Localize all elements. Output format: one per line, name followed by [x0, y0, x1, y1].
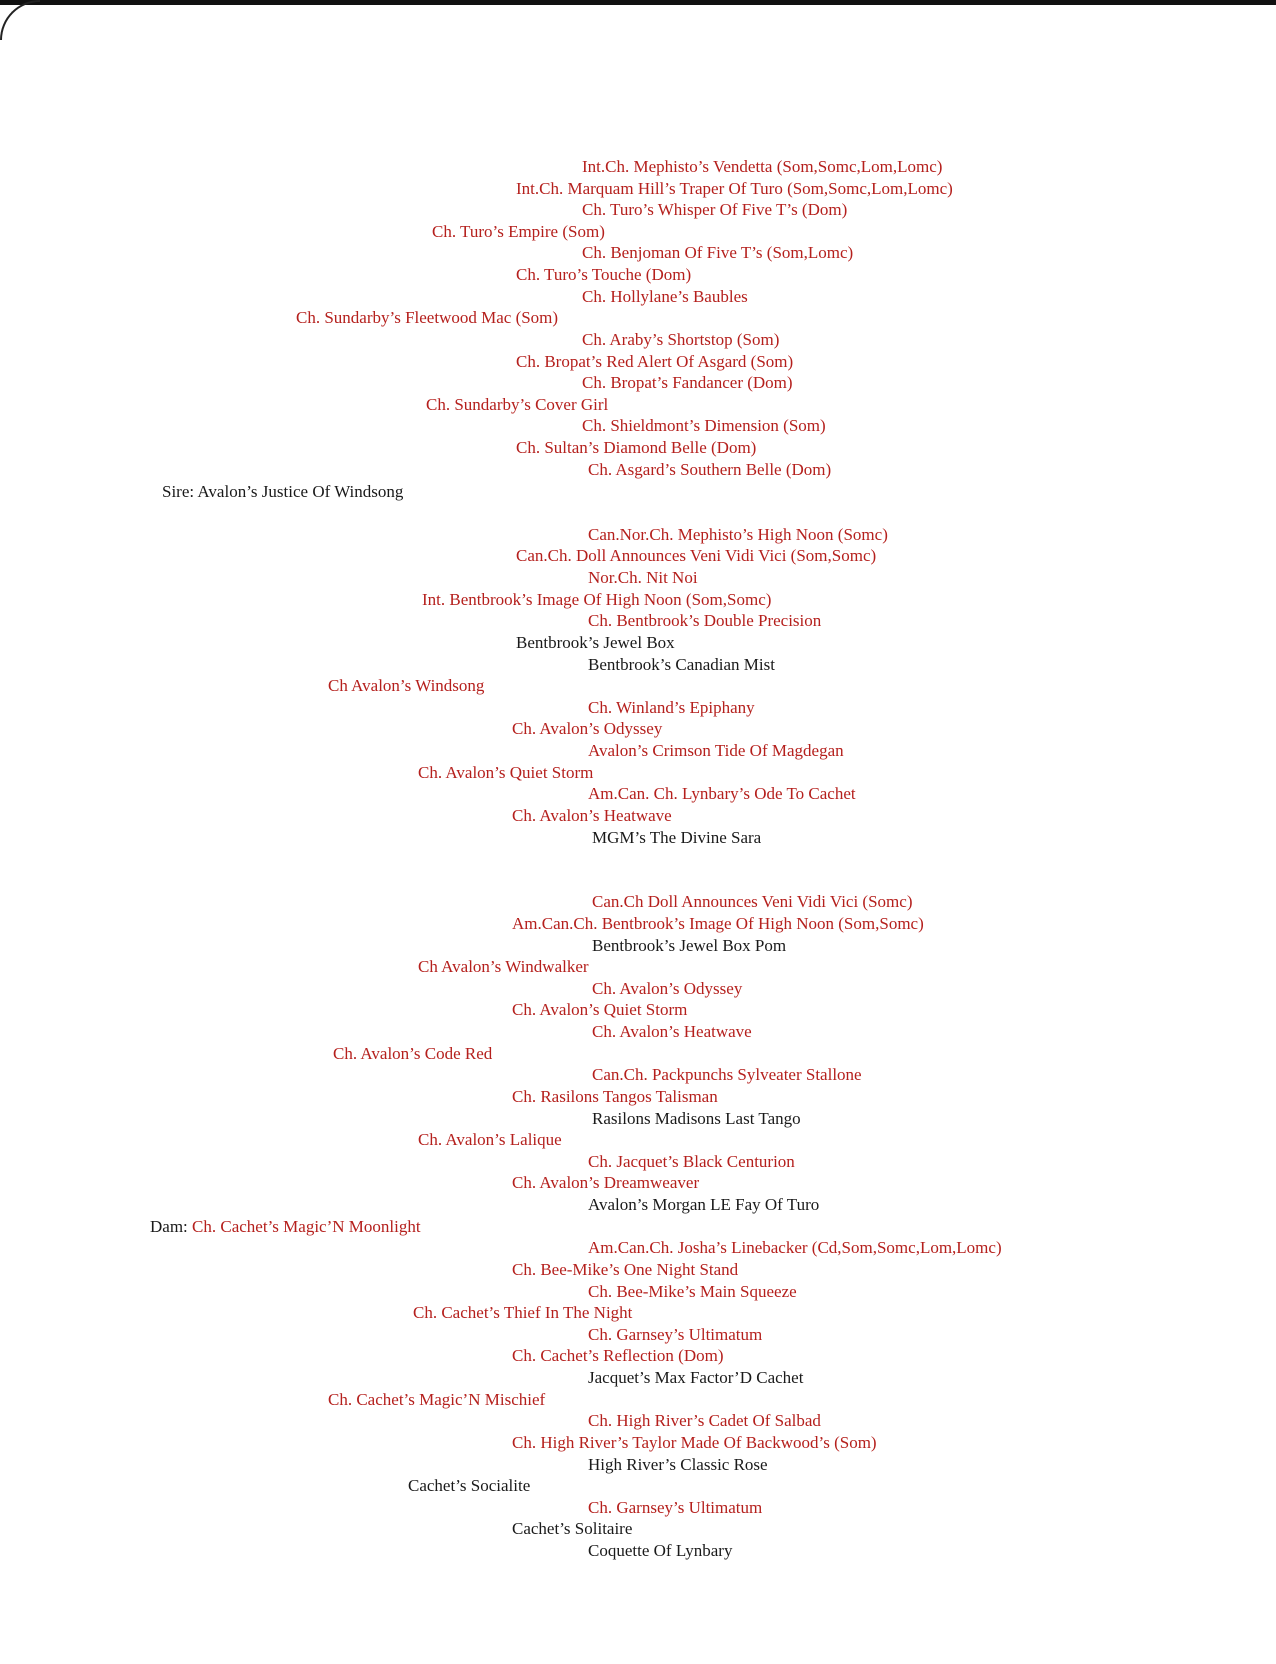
pedigree-entry: Ch. Jacquet’s Black Centurion [588, 1152, 795, 1171]
pedigree-entry: Am.Can.Ch. Josha’s Linebacker (Cd,Som,Somc,Lom,Lomc) [588, 1238, 1002, 1257]
pedigree-entry: Am.Can.Ch. Bentbrook’s Image Of High Noon (Som,Somc) [512, 914, 924, 933]
pedigree-entry: Can.Ch Doll Announces Veni Vidi Vici (Somc) [592, 892, 913, 911]
dam-label: Dam: [150, 1217, 188, 1236]
pedigree-entry: Avalon’s Morgan LE Fay Of Turo [588, 1195, 820, 1214]
pedigree-entry: Ch. Cachet’s Thief In The Night [413, 1303, 633, 1322]
pedigree-entry: Ch. Sundarby’s Fleetwood Mac (Som) [296, 308, 559, 327]
pedigree-entry: MGM’s The Divine Sara [592, 828, 762, 847]
pedigree-entry: Ch. Turo’s Whisper Of Five T’s (Dom) [582, 200, 848, 219]
pedigree-entry: Ch. High River’s Cadet Of Salbad [588, 1411, 821, 1430]
pedigree-entry: Nor.Ch. Nit Noi [588, 568, 698, 587]
pedigree-entry: Cachet’s Solitaire [512, 1519, 633, 1538]
pedigree-entry: Ch. Hollylane’s Baubles [582, 287, 748, 306]
pedigree-entry: Ch. Avalon’s Quiet Storm [512, 1000, 688, 1019]
pedigree-entry: Ch. Bee-Mike’s One Night Stand [512, 1260, 739, 1279]
pedigree-entry: Ch. Garnsey’s Ultimatum [588, 1325, 763, 1344]
pedigree-entry: Can.Ch. Packpunchs Sylveater Stallone [592, 1065, 862, 1084]
pedigree-entry: Int.Ch. Mephisto’s Vendetta (Som,Somc,Lom,Lomc) [582, 157, 943, 176]
pedigree-entry: Ch. Shieldmont’s Dimension (Som) [582, 416, 826, 435]
pedigree-entry: Ch. Sundarby’s Cover Girl [426, 395, 609, 414]
pedigree-entry: Can.Ch. Doll Announces Veni Vidi Vici (Som,Somc) [516, 546, 877, 565]
pedigree-entry: Ch. Bentbrook’s Double Precision [588, 611, 822, 630]
pedigree-entry: Bentbrook’s Jewel Box Pom [592, 936, 787, 955]
pedigree-entry: Avalon’s Crimson Tide Of Magdegan [588, 741, 844, 760]
pedigree-entry: Cachet’s Socialite [408, 1476, 531, 1495]
pedigree-entry: Bentbrook’s Canadian Mist [588, 655, 775, 674]
pedigree-entry: Ch. Avalon’s Lalique [418, 1130, 562, 1149]
pedigree-entry: Ch. Avalon’s Odyssey [512, 719, 663, 738]
pedigree-entry: Rasilons Madisons Last Tango [592, 1109, 801, 1128]
pedigree-entry: Ch. Avalon’s Heatwave [592, 1022, 752, 1041]
pedigree-entry: Ch. Turo’s Touche (Dom) [516, 265, 692, 284]
scan-edge-top [0, 0, 1276, 5]
pedigree-entry: Ch. Avalon’s Dreamweaver [512, 1173, 700, 1192]
pedigree-entry: Ch. Avalon’s Quiet Storm [418, 763, 594, 782]
pedigree-entry: Int.Ch. Marquam Hill’s Traper Of Turo (Som,Somc,Lom,Lomc) [516, 179, 953, 198]
pedigree-entry: Ch Avalon’s Windwalker [418, 957, 589, 976]
pedigree-entry: Ch. Rasilons Tangos Talisman [512, 1087, 718, 1106]
pedigree-entry: Ch. Asgard’s Southern Belle (Dom) [588, 460, 832, 479]
sire-label: Sire: [162, 482, 195, 501]
sire-name: Avalon’s Justice Of Windsong [197, 482, 404, 501]
dam-name: Ch. Cachet’s Magic’N Moonlight [192, 1217, 421, 1236]
pedigree-entry: Ch. Bropat’s Fandancer (Dom) [582, 373, 793, 392]
pedigree-entry: Ch. Winland’s Epiphany [588, 698, 755, 717]
pedigree-entry: Can.Nor.Ch. Mephisto’s High Noon (Somc) [588, 525, 888, 544]
pedigree-entry: Ch. Turo’s Empire (Som) [432, 222, 605, 241]
pedigree-entry: Ch. Avalon’s Odyssey [592, 979, 743, 998]
pedigree-entry: Ch. Benjoman Of Five T’s (Som,Lomc) [582, 243, 854, 262]
pedigree-entry: Jacquet’s Max Factor’D Cachet [588, 1368, 804, 1387]
sire-line [162, 482, 403, 502]
pedigree-entry: Ch. Sultan’s Diamond Belle (Dom) [516, 438, 757, 457]
pedigree-entry: Ch. Bee-Mike’s Main Squeeze [588, 1282, 797, 1301]
pedigree-entry: Int. Bentbrook’s Image Of High Noon (Som,Somc) [422, 590, 772, 609]
pedigree-entry: Ch. Avalon’s Code Red [333, 1044, 493, 1063]
pedigree-entry: High River’s Classic Rose [588, 1455, 768, 1474]
dam-line [150, 1217, 421, 1237]
pedigree-entry: Ch. Cachet’s Magic’N Mischief [328, 1390, 546, 1409]
pedigree-entry: Ch Avalon’s Windsong [328, 676, 485, 695]
pedigree-entry: Bentbrook’s Jewel Box [516, 633, 675, 652]
scan-edge-corner [0, 0, 40, 40]
pedigree-entry: Am.Can. Ch. Lynbary’s Ode To Cachet [588, 784, 856, 803]
pedigree-entry: Ch. Garnsey’s Ultimatum [588, 1498, 763, 1517]
pedigree-entry: Coquette Of Lynbary [588, 1541, 733, 1560]
pedigree-entry: Ch. Avalon’s Heatwave [512, 806, 672, 825]
pedigree-entry: Ch. Araby’s Shortstop (Som) [582, 330, 780, 349]
pedigree-entry: Ch. High River’s Taylor Made Of Backwood’s (Som) [512, 1433, 877, 1452]
pedigree-entry: Ch. Cachet’s Reflection (Dom) [512, 1346, 724, 1365]
pedigree-entry: Ch. Bropat’s Red Alert Of Asgard (Som) [516, 352, 794, 371]
